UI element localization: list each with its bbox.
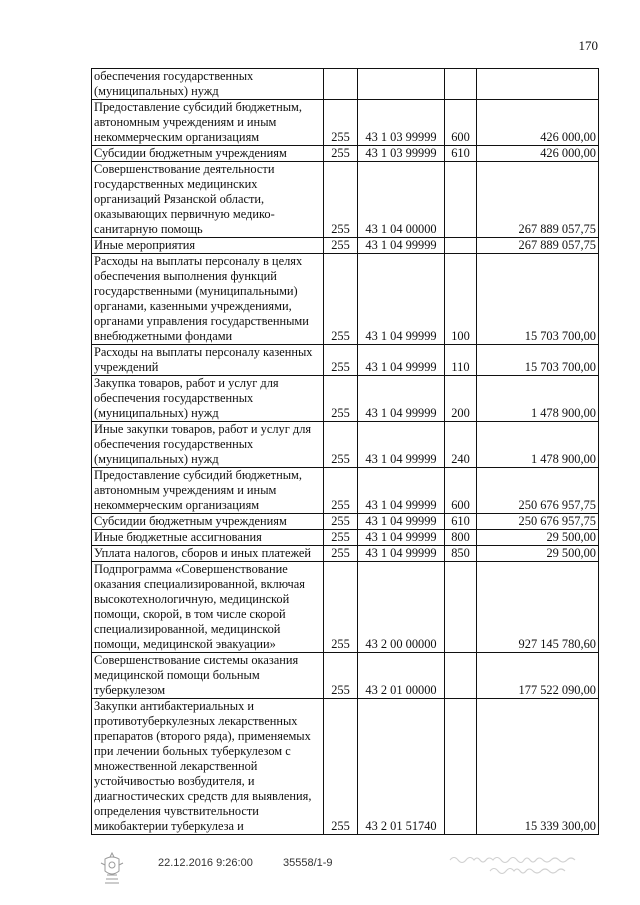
cell-sum xyxy=(477,69,599,100)
cell-name: Совершенствование системы оказания медицинской помощи больным туберкулезом xyxy=(92,653,324,699)
cell-sum: 250 676 957,75 xyxy=(477,468,599,514)
cell-name: Совершенствование деятельности государственных медицинских организаций Рязанской области, оказывающих первичную медико-санитарную помощь xyxy=(92,162,324,238)
cell-sum: 426 000,00 xyxy=(477,100,599,146)
cell-csr: 43 1 04 99999 xyxy=(358,546,445,562)
cell-name: Предоставление субсидий бюджетным, автономным учреждениям и иным некоммерческим организациям xyxy=(92,468,324,514)
cell-sum: 426 000,00 xyxy=(477,146,599,162)
cell-ved: 255 xyxy=(324,254,358,345)
cell-ved: 255 xyxy=(324,562,358,653)
table-row xyxy=(92,162,599,238)
cell-csr: 43 1 04 99999 xyxy=(358,514,445,530)
cell-name: Уплата налогов, сборов и иных платежей xyxy=(92,546,324,562)
budget-table-body xyxy=(92,69,599,835)
cell-vr: 240 xyxy=(445,422,477,468)
cell-ved: 255 xyxy=(324,100,358,146)
watermark-signature xyxy=(448,852,598,876)
page-number: 170 xyxy=(578,38,598,53)
cell-sum: 267 889 057,75 xyxy=(477,238,599,254)
cell-name: Иные бюджетные ассигнования xyxy=(92,530,324,546)
cell-name: Предоставление субсидий бюджетным, автономным учреждениям и иным некоммерческим организациям xyxy=(92,100,324,146)
footer-datetime: 22.12.2016 9:26:00 xyxy=(158,857,253,869)
cell-vr: 100 xyxy=(445,254,477,345)
cell-name: Субсидии бюджетным учреждениям xyxy=(92,514,324,530)
cell-sum: 15 703 700,00 xyxy=(477,345,599,376)
cell-name: Иные закупки товаров, работ и услуг для обеспечения государственных (муниципальных) нужд xyxy=(92,422,324,468)
cell-vr: 110 xyxy=(445,345,477,376)
table-row xyxy=(92,562,599,653)
cell-name: Закупки антибактериальных и противотуберкулезных лекарственных препаратов (второго ряда), применяемых при лечении больных туберкулезом с множественной лекарственной устойчивостью возбудителя, и диагностических средств для выявления, определения чувствительности микобактерии туберкулеза и xyxy=(92,699,324,835)
table-row xyxy=(92,146,599,162)
cell-csr: 43 1 03 99999 xyxy=(358,100,445,146)
table-row xyxy=(92,254,599,345)
cell-csr: 43 1 04 99999 xyxy=(358,468,445,514)
table-row xyxy=(92,530,599,546)
cell-ved xyxy=(324,69,358,100)
cell-vr: 600 xyxy=(445,100,477,146)
cell-csr: 43 2 00 00000 xyxy=(358,562,445,653)
cell-csr xyxy=(358,69,445,100)
cell-ved: 255 xyxy=(324,162,358,238)
cell-ved: 255 xyxy=(324,345,358,376)
table-row xyxy=(92,422,599,468)
cell-vr xyxy=(445,69,477,100)
cell-name: Иные мероприятия xyxy=(92,238,324,254)
cell-sum: 250 676 957,75 xyxy=(477,514,599,530)
cell-vr: 200 xyxy=(445,376,477,422)
emblem-icon xyxy=(97,851,127,887)
cell-ved: 255 xyxy=(324,653,358,699)
table-row xyxy=(92,699,599,835)
cell-csr: 43 1 04 99999 xyxy=(358,254,445,345)
table-row xyxy=(92,653,599,699)
cell-vr xyxy=(445,562,477,653)
cell-ved: 255 xyxy=(324,146,358,162)
cell-sum: 15 703 700,00 xyxy=(477,254,599,345)
cell-vr xyxy=(445,699,477,835)
cell-ved: 255 xyxy=(324,530,358,546)
table-row xyxy=(92,468,599,514)
table-row xyxy=(92,69,599,100)
cell-ved: 255 xyxy=(324,546,358,562)
cell-sum: 177 522 090,00 xyxy=(477,653,599,699)
budget-table xyxy=(91,68,599,835)
cell-ved: 255 xyxy=(324,468,358,514)
cell-ved: 255 xyxy=(324,422,358,468)
cell-vr: 850 xyxy=(445,546,477,562)
cell-ved: 255 xyxy=(324,514,358,530)
cell-name: Подпрограмма «Совершенствование оказания специализированной, включая высокотехнологичную, медицинской помощи, скорой, в том числе скорой специализированной, медицинской помощи, медицинской эвакуации» xyxy=(92,562,324,653)
cell-name: Закупка товаров, работ и услуг для обеспечения государственных (муниципальных) нужд xyxy=(92,376,324,422)
cell-vr: 800 xyxy=(445,530,477,546)
footer-doc-number: 35558/1-9 xyxy=(283,857,333,869)
cell-ved: 255 xyxy=(324,376,358,422)
cell-vr xyxy=(445,238,477,254)
cell-name: Субсидии бюджетным учреждениям xyxy=(92,146,324,162)
cell-sum: 29 500,00 xyxy=(477,530,599,546)
cell-vr: 600 xyxy=(445,468,477,514)
cell-sum: 15 339 300,00 xyxy=(477,699,599,835)
cell-sum: 29 500,00 xyxy=(477,546,599,562)
cell-vr: 610 xyxy=(445,514,477,530)
table-row xyxy=(92,100,599,146)
cell-vr xyxy=(445,653,477,699)
cell-csr: 43 1 04 99999 xyxy=(358,238,445,254)
cell-name: обеспечения государственных (муниципальных) нужд xyxy=(92,69,324,100)
cell-csr: 43 1 04 99999 xyxy=(358,376,445,422)
cell-csr: 43 1 04 00000 xyxy=(358,162,445,238)
cell-csr: 43 1 04 99999 xyxy=(358,345,445,376)
cell-ved: 255 xyxy=(324,238,358,254)
cell-sum: 1 478 900,00 xyxy=(477,422,599,468)
cell-sum: 927 145 780,60 xyxy=(477,562,599,653)
cell-csr: 43 2 01 51740 xyxy=(358,699,445,835)
cell-csr: 43 1 03 99999 xyxy=(358,146,445,162)
cell-ved: 255 xyxy=(324,699,358,835)
cell-vr xyxy=(445,162,477,238)
table-row xyxy=(92,546,599,562)
cell-csr: 43 1 04 99999 xyxy=(358,422,445,468)
table-row xyxy=(92,514,599,530)
cell-csr: 43 1 04 99999 xyxy=(358,530,445,546)
table-row xyxy=(92,345,599,376)
cell-sum: 1 478 900,00 xyxy=(477,376,599,422)
cell-name: Расходы на выплаты персоналу в целях обеспечения выполнения функций государственными (муниципальными) органами, казенными учреждениями, органами управления государственными внебюджетными фондами xyxy=(92,254,324,345)
table-row xyxy=(92,376,599,422)
cell-name: Расходы на выплаты персоналу казенных учреждений xyxy=(92,345,324,376)
cell-csr: 43 2 01 00000 xyxy=(358,653,445,699)
cell-sum: 267 889 057,75 xyxy=(477,162,599,238)
cell-vr: 610 xyxy=(445,146,477,162)
table-row xyxy=(92,238,599,254)
